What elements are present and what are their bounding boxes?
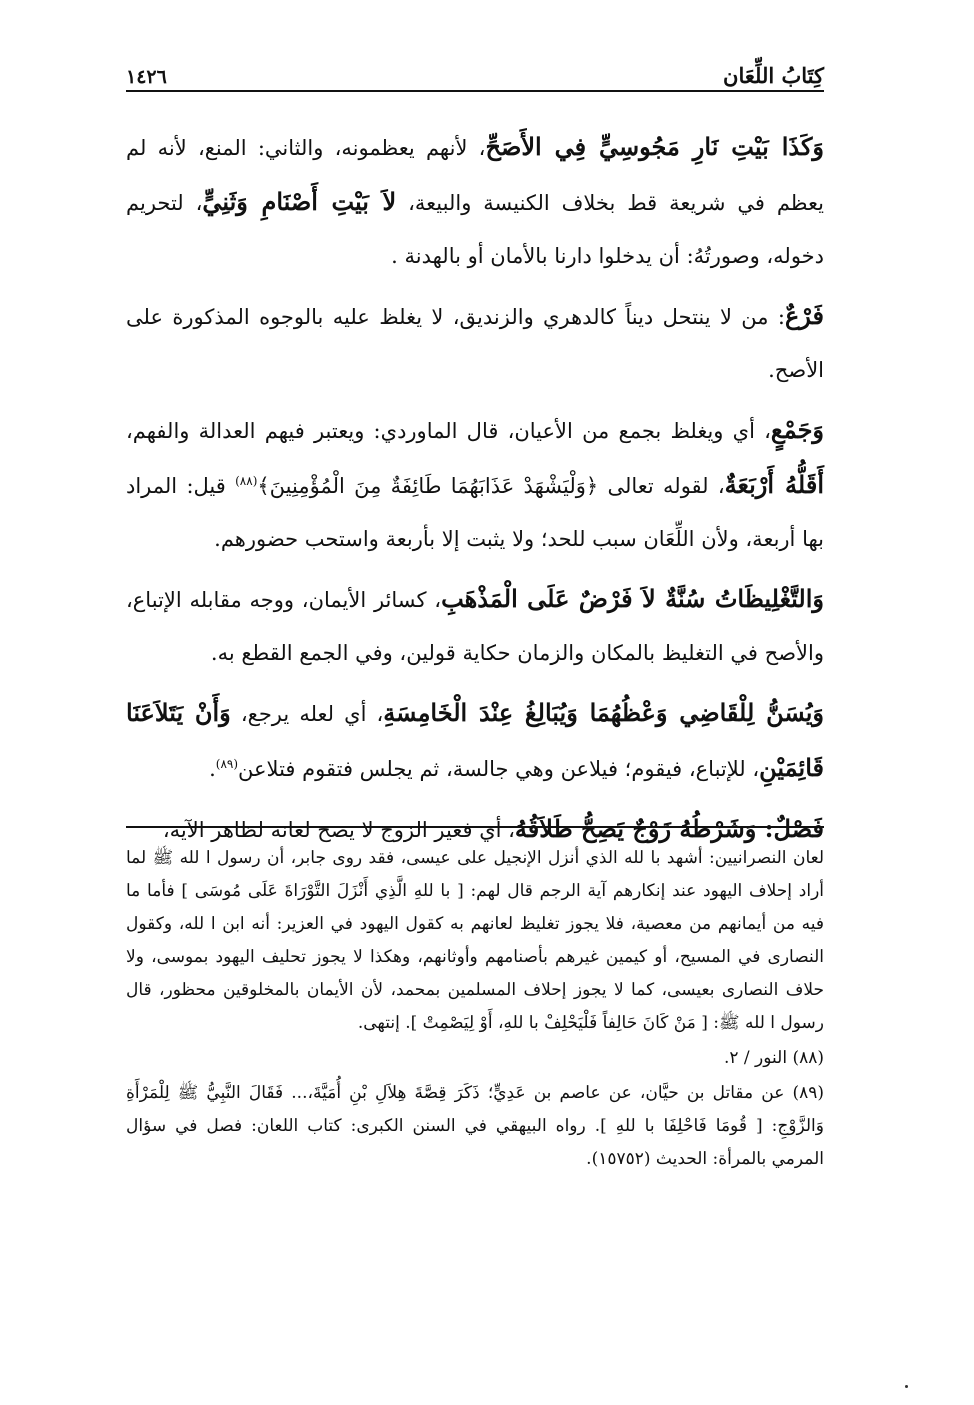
page-number: ١٤٢٦ <box>126 66 167 88</box>
commentary-text: ، لتحريم دخوله، وصورتُهُ: أن يدخلوا دارنا بالأمان أو بالهدنة . <box>126 191 824 268</box>
footnote-ref[interactable]: (٨٩) <box>215 757 239 771</box>
commentary-text: . <box>209 757 216 781</box>
main-text <box>126 120 824 863</box>
paragraph-4 <box>126 572 824 680</box>
footnote-continued: لعان النصرانيين: أشهد با لله الذي أنزل الإنجيل على عيسى، فقد روى جابر، أن رسول ا لله ﷺ لما أراد إحلاف اليهود عند إنكارهم آية الرجم قال لهم: [ با للهِ الَّذِي أَنْزَلَ التَّوْرَاةَ عَلَى مُوسَى ] فأما ما فيه من أيمانهم من معصية، فلا يجوز تغليظ لعانهم به كقول اليهود في العزير: أنه ابن ا لله، وكقول النصارى في المسيح، أو كيمين غيرهم بأصنامهم وأوثانهم، وهكذا لا يجوز تحليف اليهود بموسى، ولا حلاف النصارى بعيسى، كما لا يجوز إحلاف المسلمين بمحمد، لأن الأيمان بالمخلوقين محظور، قال رسول ا لله ﷺ: [ مَنْ كَانَ حَالِفاً فَلْيَحْلِفْ با للهِ، أَوْ لِيَصْمِتْ ]. إنتهى. <box>126 848 824 1033</box>
commentary-text: ، للإتباع، فيقوم؛ فيلاعن وهي جالسة، ثم يجلس فتقوم فتلاعن <box>238 757 760 781</box>
matn-phrase: وَيُسَنُّ لِلْقَاضِي وَعْظُهُمَا وَيُبَالِغُ عِنْدَ الْخَامِسَةِ <box>383 698 825 727</box>
paragraph-2 <box>126 289 824 397</box>
matn-phrase: وَأَنْ يَتَلاَعَنَا قَائِمَيْنِ <box>126 698 824 782</box>
paragraph-3 <box>126 403 824 566</box>
commentary-text: ، أي لعله يرجع، <box>230 702 384 726</box>
matn-phrase: فَرْعٌ <box>784 301 824 330</box>
running-header <box>126 58 824 92</box>
footnote-ref[interactable]: (٨٨) <box>235 474 258 488</box>
paragraph-1 <box>126 120 824 283</box>
footnote-89: (٨٩) عن مقاتل بن حيَّان، عن عاصم بن عَدِيٍّ؛ ذَكَرَ قِصَّةَ هِلاَلِ بْنِ أُمَيَّةَ،... فَقَالَ النَّبِيُّ ﷺ لِلْمَرْأَةِ وَالزَّوْجِ: [ قُومَا فَاحْلِفَا با للهِ ]. رواه البيهقي في السنن الكبرى: كتاب اللعان: فصل في سؤال المرمي بالمرأة: الحديث (١٥٧٥٢). <box>126 1083 824 1169</box>
scan-speck <box>905 1385 908 1388</box>
commentary-text: قيل: المراد بها أربعة، ولأن اللِّعَان سبب للحد؛ ولا يثبت إلا بأربعة واستحب حضورهم. <box>126 474 824 551</box>
commentary-text: : من لا ينتحل ديناً كالدهري والزنديق، لا يغلظ عليه بالوجوه المذكورة على الأصح. <box>126 305 824 382</box>
commentary-text: ، لأنهم يعظمونه، والثاني: المنع، لأنه لم يعظم في شريعة قط بخلاف الكنيسة والبيعة، <box>126 136 825 215</box>
footnote-88: (٨٨) النور / ٢. <box>723 1048 824 1068</box>
commentary-text: ، أي ويغلظ بجمع من الأعيان، قال الماوردي: ويعتبر فيهم العدالة والفهم، <box>126 419 771 443</box>
paragraph-5 <box>126 686 824 796</box>
footnotes <box>126 842 824 1178</box>
book-title: كِتَابُ اللِّعَان <box>723 63 824 88</box>
commentary-text: ، أي فغير الزوج لا يصح لعانه لظاهر الآية، <box>162 818 515 842</box>
matn-phrase: وَالتَّغْلِيظَاتُ سُنَّةٌ لاَ فَرْضٌ عَلَى الْمَذْهَبِ <box>441 584 824 613</box>
matn-phrase: لاَ بَيْتِ أَصْنَامِ وَثَنِيٍّ <box>202 187 397 216</box>
matn-phrase: وَجَمْعٍ <box>770 415 824 444</box>
matn-phrase: فَصْلٌ: وَشَرْطُهُ زَوْجٌ يَصِحُّ طَلاَقُهُ <box>514 814 824 843</box>
matn-phrase: وَكَذَا بَيْتِ نَارِ مَجُوسِيٍّ فِي الأَصَحِّ <box>485 132 824 161</box>
commentary-text: ، لقوله تعالى ﴿وَلْيَشْهَدْ عَذَابَهُمَا طَائِفَةٌ مِنَ الْمُؤْمِنِينَ﴾ <box>257 474 725 498</box>
matn-phrase: أَقَلُّهُ أَرْبَعَةٌ <box>724 470 824 499</box>
footnote-separator <box>126 826 824 828</box>
commentary-text: ، كسائر الأيمان، ووجه مقابله الإتباع، والأصح في التغليظ بالمكان والزمان حكاية قولين، وفي الجمع القطع به. <box>126 588 824 665</box>
